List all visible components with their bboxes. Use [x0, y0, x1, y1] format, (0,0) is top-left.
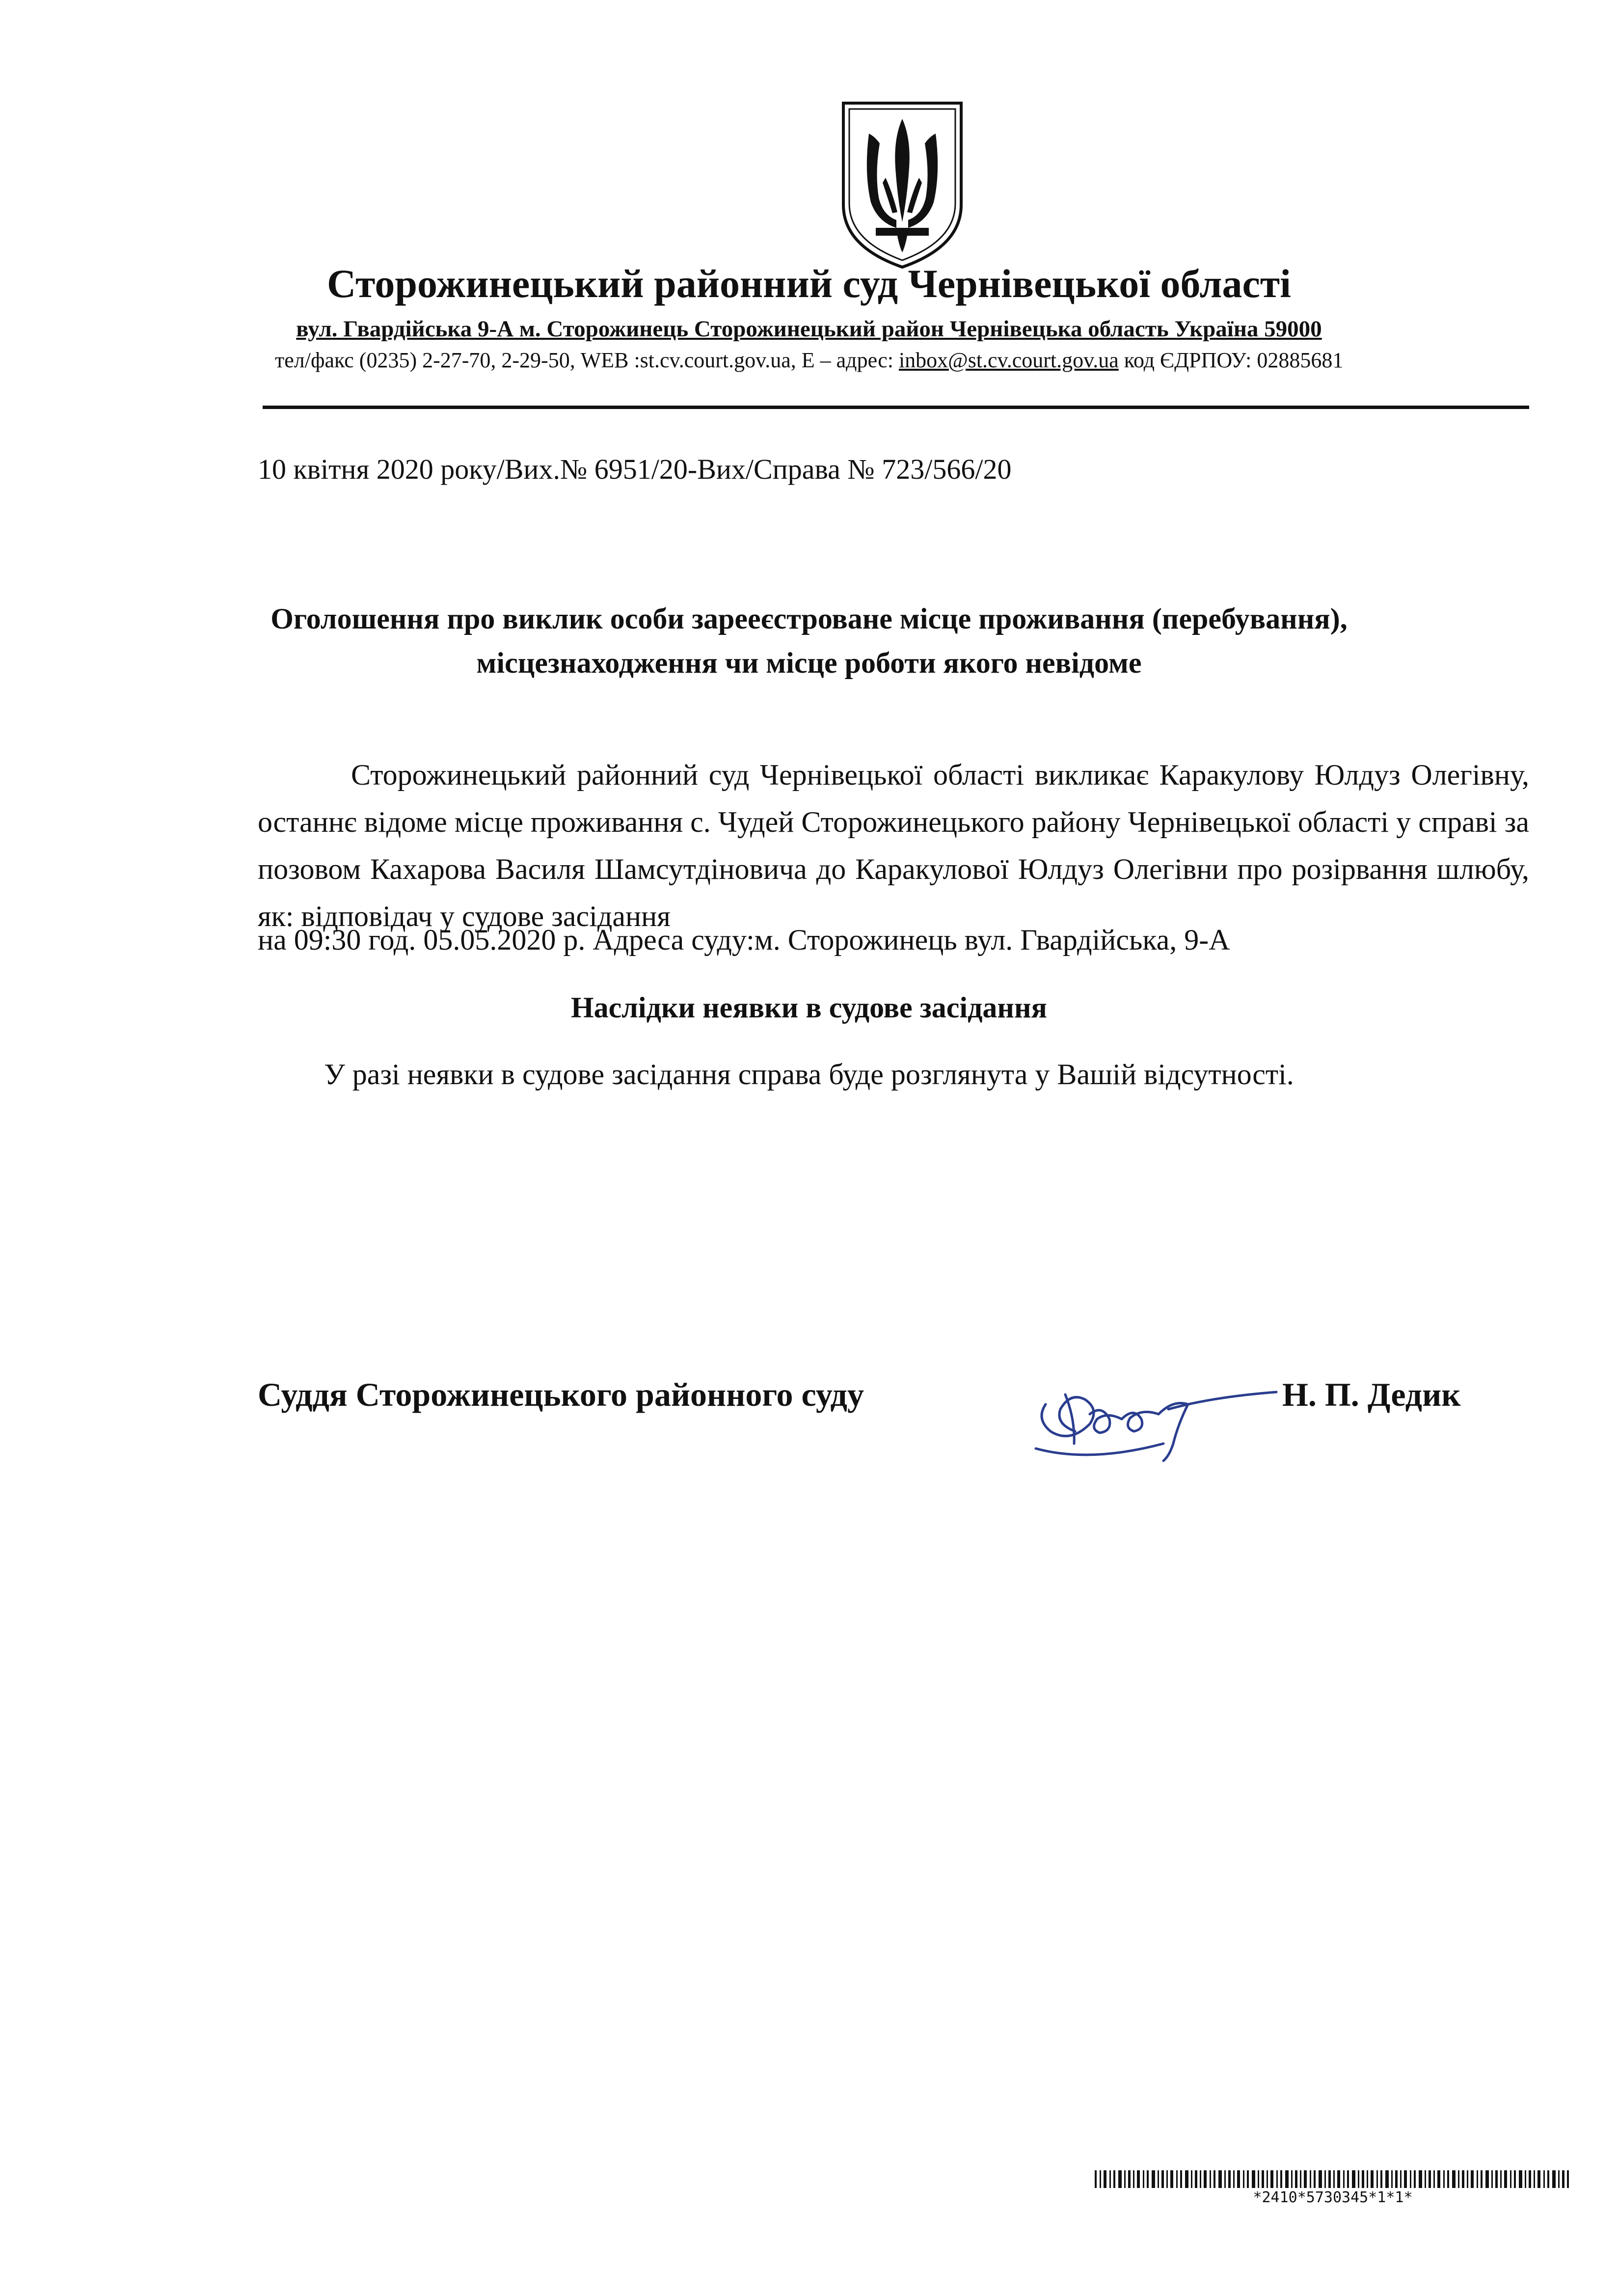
trident-coat-of-arms-icon	[838, 99, 966, 271]
notice-heading	[187, 597, 1431, 685]
court-address	[0, 314, 1618, 344]
barcode-icon	[1095, 2170, 1571, 2188]
signature-icon	[1016, 1345, 1291, 1473]
notice-heading-line-1: Оголошення про виклик особи зарееєстроване місце проживання (перебування),	[270, 602, 1348, 635]
barcode-number: *2410*5730345*1*1*	[1253, 2189, 1413, 2206]
consequences-text: У разі неявки в судове засідання справа буде розглянута у Вашій відсутності.	[324, 1058, 1294, 1091]
notice-heading-line-2: місцезнаходження чи місце роботи якого невідоме	[476, 647, 1142, 679]
judge-title: Суддя Сторожинецького районного суду	[258, 1376, 864, 1413]
coat-of-arms-emblem	[838, 99, 966, 271]
consequences-heading: Наслідки неявки в судове засідання	[570, 991, 1048, 1024]
outgoing-reference: 10 квітня 2020 року/Вих.№ 6951/20-Вих/Справа № 723/566/20	[258, 453, 1012, 485]
header-divider	[263, 406, 1529, 409]
notice-body-paragraph	[258, 751, 1529, 940]
contacts-phone-web: тел/факс (0235) 2-27-70, 2-29-50, WEB :st.cv.court.gov.ua, E – адрес:	[275, 348, 899, 372]
document-barcode	[1095, 2170, 1571, 2188]
notice-body-text: Сторожинецький районний суд Чернівецької області викликає Каракулову Юлдуз Олегівну, останнє відоме місце проживання с. Чудей Сторожинецького району Чернівецької області у справі за позовом Кахарова Василя Шамсутдіновича до Каракулової Юлдуз Олегівни про розірвання шлюбу, як: відповідач у судове засідання	[258, 759, 1529, 932]
court-address-text: вул. Гвардійська 9-А м. Сторожинець Сторожинецький район Чернівецька область Україна 59000	[296, 316, 1322, 342]
contacts-email-link[interactable]: inbox@st.cv.court.gov.ua	[898, 348, 1119, 372]
notice-hearing-details: на 09:30 год. 05.05.2020 р. Адреса суду:м. Сторожинець вул. Гвардійська, 9-А	[258, 924, 1230, 956]
court-name-title: Сторожинецький районний суд Чернівецької області	[327, 261, 1291, 306]
contacts-edrpou: код ЄДРПОУ: 02885681	[1118, 348, 1344, 372]
handwritten-signature	[1016, 1345, 1291, 1473]
court-contacts	[275, 347, 1522, 374]
judge-name: Н. П. Дедик	[1282, 1376, 1461, 1413]
